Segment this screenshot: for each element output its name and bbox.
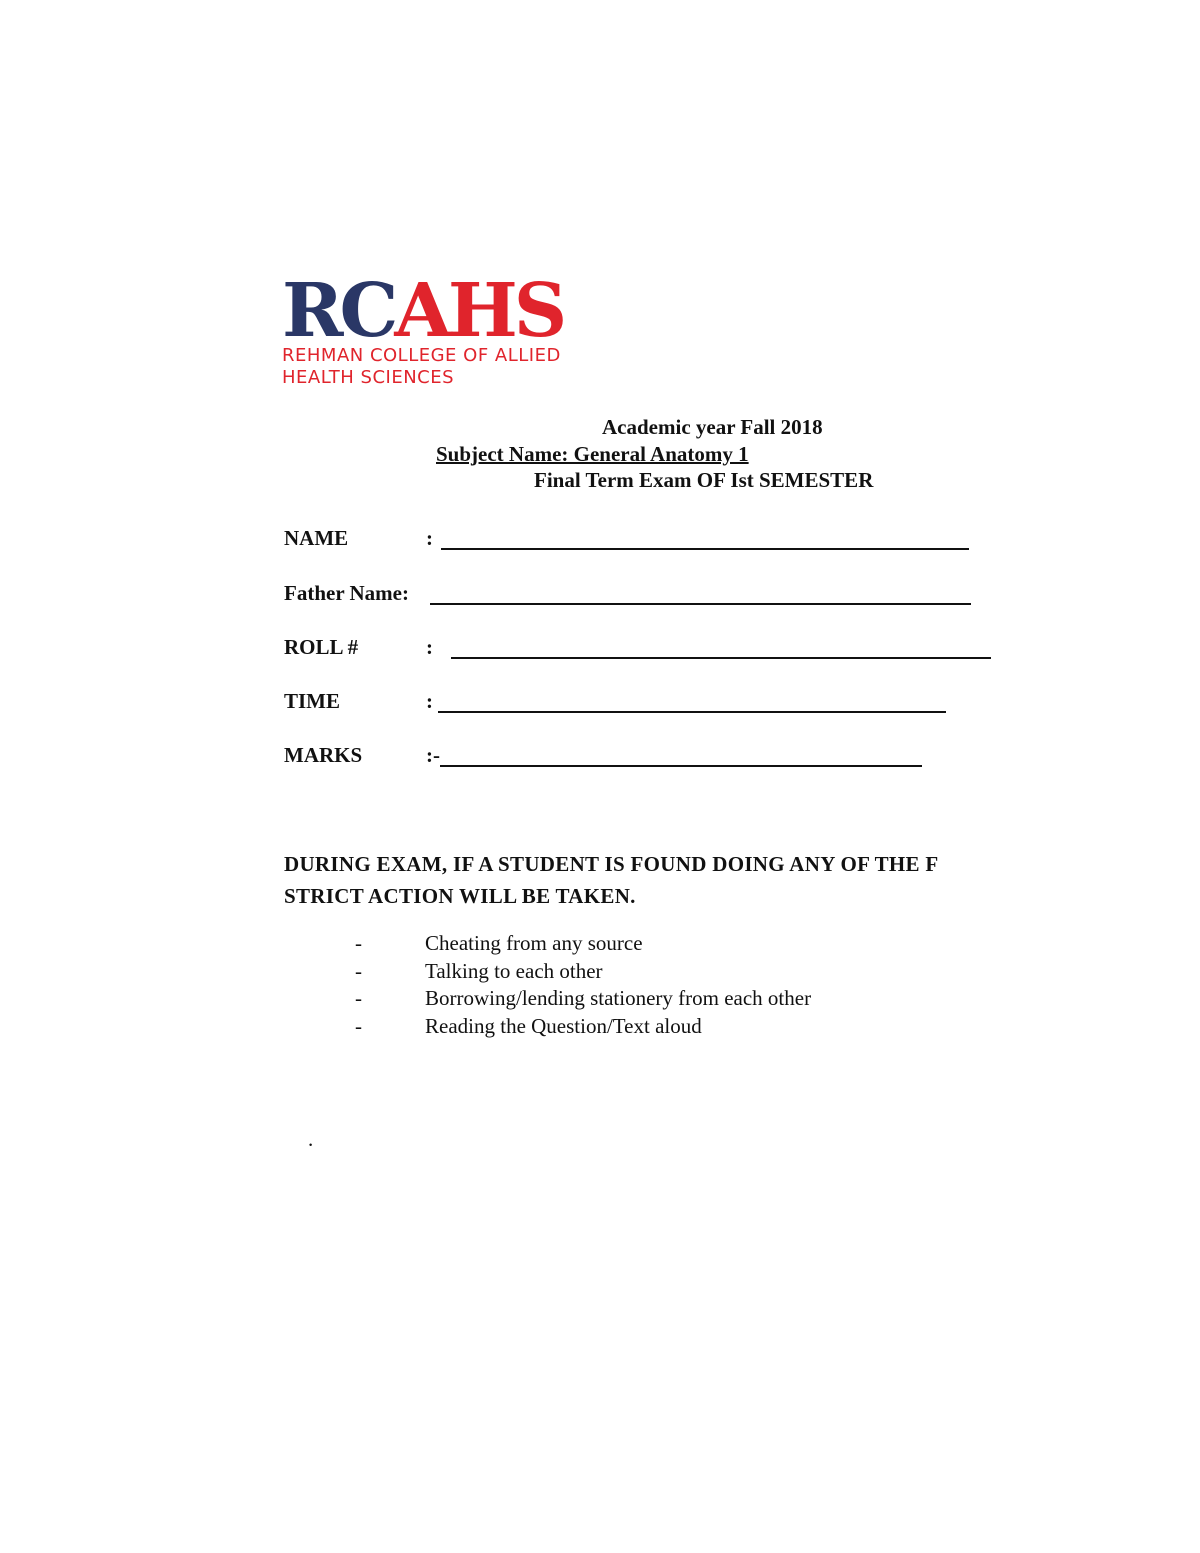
list-bullet: - <box>355 1013 362 1038</box>
marks-blank-line[interactable] <box>440 765 922 767</box>
name-colon: : <box>426 526 433 550</box>
logo-subtitle-line2: HEALTH SCIENCES <box>282 367 455 388</box>
college-logo <box>282 268 702 390</box>
father-name-label: Father Name: <box>284 581 409 605</box>
father-name-blank-line[interactable] <box>430 603 971 605</box>
warning-line-1: DURING EXAM, IF A STUDENT IS FOUND DOING ANY OF THE F <box>284 852 939 876</box>
father-name-field <box>284 579 1044 607</box>
name-field <box>284 524 1044 552</box>
marks-colon: :- <box>426 743 440 767</box>
time-colon: : <box>426 689 433 713</box>
logo-wordmark <box>282 268 564 354</box>
rule-text: Cheating from any source <box>425 931 643 955</box>
marks-field <box>284 741 1044 769</box>
rule-text: Borrowing/lending stationery from each other <box>425 986 812 1010</box>
list-bullet: - <box>355 958 362 983</box>
stray-mark: . <box>308 1127 314 1151</box>
list-bullet: - <box>355 986 362 1010</box>
time-field <box>284 687 1044 715</box>
time-label: TIME <box>284 689 341 713</box>
exam-title-heading: Final Term Exam OF Ist SEMESTER <box>534 468 874 492</box>
logo-subtitle-line1: REHMAN COLLEGE OF ALLIED <box>282 345 561 366</box>
list-item <box>355 958 811 986</box>
list-item <box>355 1013 811 1041</box>
roll-number-label: ROLL # <box>284 635 359 659</box>
logo-mark-rc: RC <box>282 268 395 354</box>
logo-mark-ahs: AHS <box>394 268 564 354</box>
name-blank-line[interactable] <box>441 548 969 550</box>
roll-number-blank-line[interactable] <box>451 657 991 659</box>
rule-text: Talking to each other <box>425 958 603 983</box>
roll-number-colon: : <box>426 635 433 659</box>
roll-number-field <box>284 633 1044 661</box>
academic-year-heading: Academic year Fall 2018 <box>602 415 823 439</box>
list-bullet: - <box>355 931 362 955</box>
rule-text: Reading the Question/Text aloud <box>425 1013 702 1038</box>
exam-warning <box>284 848 1184 912</box>
name-label: NAME <box>284 526 349 550</box>
marks-label: MARKS <box>284 743 363 767</box>
warning-line-2: STRICT ACTION WILL BE TAKEN. <box>284 884 636 908</box>
list-item <box>355 985 811 1013</box>
prohibited-actions-list <box>355 930 811 1040</box>
subject-name-heading: Subject Name: General Anatomy 1 <box>436 442 749 466</box>
time-blank-line[interactable] <box>438 711 946 713</box>
list-item <box>355 930 811 958</box>
